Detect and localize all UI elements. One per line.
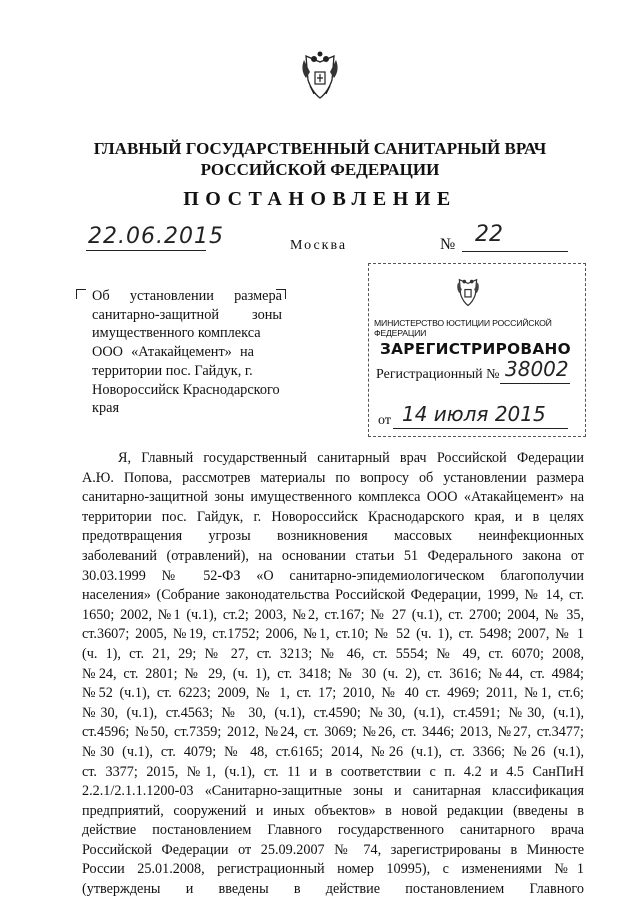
body-line: населения» (Собрание законодательства Российской Федерации, 1999, № 14, ст. bbox=[82, 587, 584, 604]
body-line: санитарно-защитной зоны имущественного комплекса ООО «Атакайцемент» на bbox=[82, 489, 584, 506]
body-line: №30, (ч.1), ст.4563; № 30, (ч.1), ст.4590; №30, (ч.1), ст.4591; №30, (ч.1), bbox=[82, 704, 584, 721]
subject-bracket-left bbox=[76, 289, 86, 299]
body-line: ст.3607; 2005, №19, ст.1752; 2006, №1, ст.10; № 52 (ч. 1), ст. 5498; 2007, № 1 bbox=[82, 626, 584, 643]
stamp-ministry: МИНИСТЕРСТВО ЮСТИЦИИ РОССИЙСКОЙ ФЕДЕРАЦИИ bbox=[374, 318, 552, 338]
body-line: ст.4596; №50, ст.7359; 2012, №24, ст. 3069; №26, ст. 3446; 2013, №27, ст.3477; bbox=[82, 724, 584, 741]
body-line: предприятий, сооружений и иных объектов» в новой редакции (введены в bbox=[82, 802, 584, 819]
stamp-reg-number: 38002 bbox=[505, 357, 569, 381]
number-underline bbox=[462, 251, 568, 252]
stamp-number-underline bbox=[500, 383, 570, 384]
body-line: (ч. 1), ст. 21, 29; № 27, ст. 3213; № 46, ст. 5554; № 49, ст. 6070; 2008, bbox=[82, 645, 584, 662]
subject-line: Об установлении размера bbox=[92, 288, 282, 304]
body-line: (утверждены и введены в действие постановлением Главного bbox=[82, 881, 584, 898]
document-date: 22.06.2015 bbox=[88, 224, 224, 249]
body-line: №24, ст. 2801; № 29, (ч. 1), ст. 3418; № 30 (ч. 2), ст. 3616; №44, ст. 4984; bbox=[82, 665, 584, 682]
document-number: 22 bbox=[475, 222, 503, 247]
body-line: Я, Главный государственный санитарный врач Российской Федерации bbox=[118, 450, 584, 466]
stamp-reg-label: Регистрационный № bbox=[376, 367, 500, 382]
stamp-date-underline bbox=[393, 428, 568, 429]
body-line: Российской Федерации от 25.09.2007 № 74, зарегистрированы в Минюсте bbox=[82, 841, 584, 858]
subject-line: санитарно-защитной зоны bbox=[92, 306, 282, 323]
body-line: №52 (ч.1), ст. 6223; 2009, № 1, ст. 17; 2010, № 40 ст. 4969; 2011, №1, ст.6; bbox=[82, 685, 584, 702]
coat-of-arms-icon bbox=[296, 50, 344, 102]
body-line: А.Ю. Попова, рассмотрев материалы по вопросу об установлении размера bbox=[82, 469, 584, 486]
body-line: заболеваний (отравлений), на основании статьи 51 Федерального закона от bbox=[82, 547, 584, 564]
number-label: № bbox=[440, 236, 456, 253]
body-line: 1650; 2002, №1 (ч.1), ст.2; 2003, №2, ст.167; № 27 (ч.1), ст. 2700; 2004, № 35, bbox=[82, 606, 584, 623]
issuer-title-country: РОССИЙСКОЙ ФЕДЕРАЦИИ bbox=[200, 160, 440, 179]
stamp-registered: ЗАРЕГИСТРИРОВАНО bbox=[380, 340, 571, 358]
date-underline bbox=[86, 250, 206, 251]
document-subject bbox=[92, 287, 282, 418]
stamp-date: 14 июля 2015 bbox=[402, 402, 546, 426]
subject-line: ООО «Атакайцемент» на bbox=[92, 344, 254, 361]
document-city: Москва bbox=[290, 238, 348, 253]
document-type: ПОСТАНОВЛЕНИЕ bbox=[183, 188, 457, 210]
body-line: 2.2.1/2.1.1.1200-03 «Санитарно-защитные зоны и санитарная классификация bbox=[82, 783, 584, 800]
body-line: №30 (ч.1), ст. 4079; № 48, ст.6165; 2014, №26 (ч.1), ст. 3366; №26 (ч.1), bbox=[82, 743, 584, 760]
body-line: предотвращения угрозы возникновения массовых неинфекционных bbox=[82, 528, 584, 545]
body-line: действие постановлением Главного государственного санитарного врача bbox=[82, 822, 584, 839]
body-line: территории пос. Гайдук, г. Новороссийск Краснодарского края, и в целях bbox=[82, 508, 584, 525]
stamp-date-prefix: от bbox=[378, 413, 391, 428]
subject-line: имущественного комплекса bbox=[92, 325, 261, 342]
body-line: ст. 3377; 2015, №1, (ч.1), ст. 11 и в соответствии с п. 4.2 и 4.5 СанПиН bbox=[82, 763, 584, 780]
stamp-emblem-icon bbox=[453, 276, 483, 308]
body-line: 30.03.1999 № 52-ФЗ «О санитарно-эпидемиологическом благополучии bbox=[82, 567, 584, 584]
document-body bbox=[82, 449, 584, 900]
subject-line: края bbox=[92, 400, 120, 417]
subject-line: территории пос. Гайдук, г. bbox=[92, 362, 253, 379]
body-line: России 25.01.2008, регистрационный номер 10995), с изменениями №1 bbox=[82, 861, 584, 878]
issuer-title: ГЛАВНЫЙ ГОСУДАРСТВЕННЫЙ САНИТАРНЫЙ ВРАЧ bbox=[93, 139, 547, 158]
subject-line: Новороссийск Краснодарского bbox=[92, 381, 280, 398]
